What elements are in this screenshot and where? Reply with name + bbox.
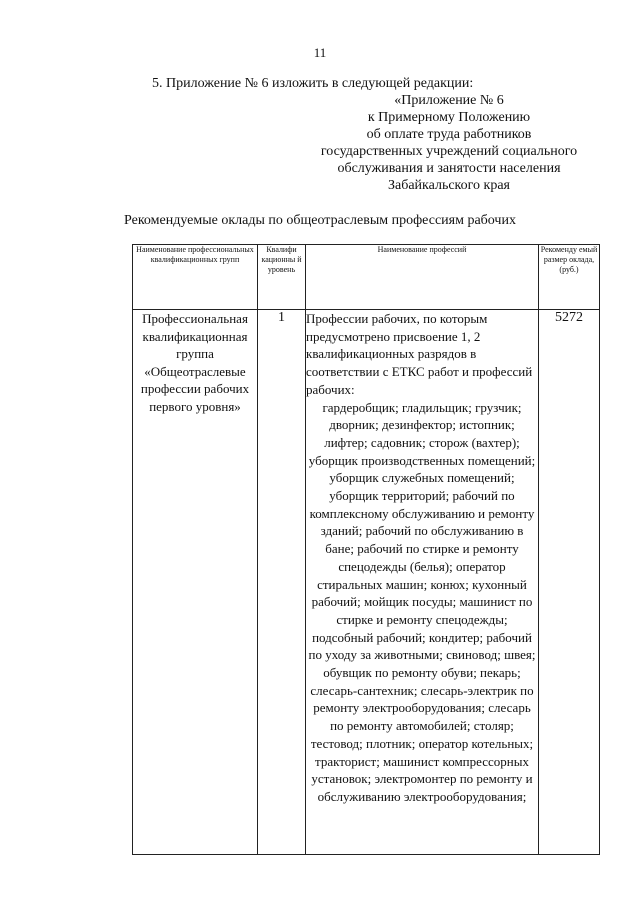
header-salary: Рекоменду емый размер оклада, (руб.) <box>539 245 600 310</box>
salary-table <box>132 244 600 855</box>
salary-cell: 5272 <box>539 310 600 855</box>
professions-list: гардеробщик; гладильщик; грузчик; дворник; дезинфектор; истопник; лифтер; садовник; сторож (вахтер); уборщик производственных помещений; уборщик служебных помещений; уборщик территорий; рабочий по комплексному обслуживанию и ремонту зданий; рабочий по обслуживанию в бане; рабочий по стирке и ремонту спецодежды (белья); оператор стиральных машин; конюх; кухонный рабочий; мойщик посуды; машинист по стирке и ремонту спецодежды; подсобный рабочий; кондитер; рабочий по уходу за животными; свиновод; швея; обувщик по ремонту обуви; пекарь; слесарь-сантехник; слесарь-электрик по ремонту электрооборудования; слесарь по ремонту автомобилей; столяр; тестовод; плотник; оператор котельных; тракторист; машинист компрессорных установок; электромонтер по ремонту и обслуживанию электрооборудования; <box>308 399 536 804</box>
appendix-line: об оплате труда работников <box>366 127 532 142</box>
table-header-row <box>133 245 600 310</box>
header-group-name: Наименование профессиональных квалификационных групп <box>133 245 258 310</box>
appendix-line: «Приложение № 6 <box>394 93 504 108</box>
appendix-line: государственных учреждений социального <box>320 144 578 159</box>
professions-intro: Профессии рабочих, по которым предусмотрено присвоение 1, 2 квалификационных разрядов в соответствии с ЕТКС работ и профессий рабочих: <box>306 311 533 397</box>
professions-cell <box>306 310 539 855</box>
group-name-cell: Профессиональная квалификационная группа «Общеотраслевые профессии рабочих первого уровня» <box>133 310 258 855</box>
header-professions: Наименование профессий <box>306 245 539 310</box>
appendix-line: обслуживания и занятости населения <box>337 161 561 176</box>
appendix-line: к Примерному Положению <box>367 110 531 125</box>
table-row <box>133 310 600 855</box>
appendix-reference <box>300 92 598 194</box>
table-title: Рекомендуемые оклады по общеотраслевым профессиям рабочих <box>124 213 516 228</box>
item-heading: 5. Приложение № 6 изложить в следующей редакции: <box>152 76 474 91</box>
level-cell: 1 <box>258 310 306 855</box>
appendix-line: Забайкальского края <box>387 178 510 193</box>
page-number: 11 <box>313 45 327 60</box>
header-level: Квалифи кационны й уровень <box>258 245 306 310</box>
